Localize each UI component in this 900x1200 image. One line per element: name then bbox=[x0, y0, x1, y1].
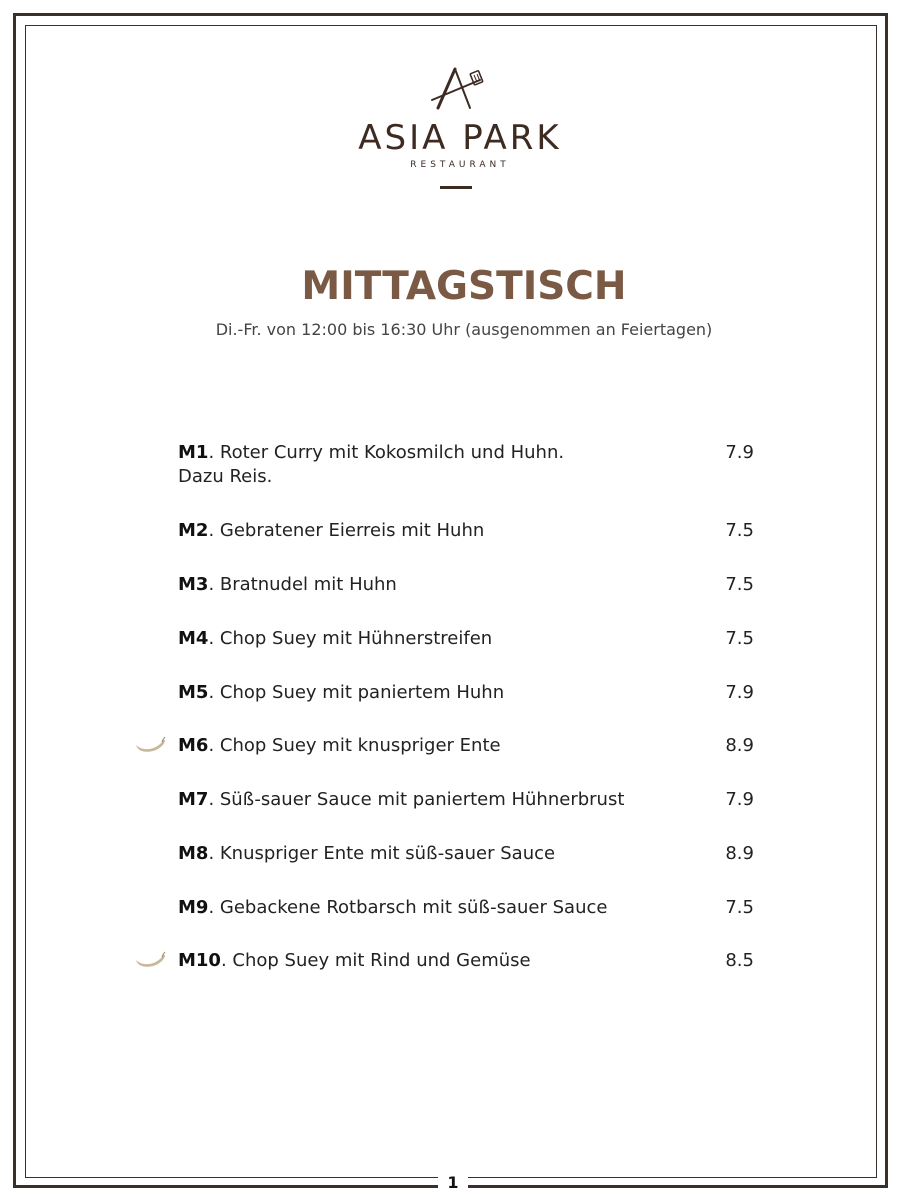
menu-item-m8 bbox=[0, 842, 900, 882]
menu-item-text bbox=[178, 441, 698, 489]
menu-item-code: M10 bbox=[178, 950, 221, 971]
menu-item-code: M8 bbox=[178, 843, 209, 864]
brand-name: ASIA PARK bbox=[358, 118, 562, 158]
menu-item-price: 7.9 bbox=[725, 789, 754, 810]
menu-item-name: . Süß-sauer Sauce mit paniertem Hühnerbrust bbox=[208, 789, 625, 810]
menu-item-name: . Knuspriger Ente mit süß-sauer Sauce bbox=[208, 843, 556, 864]
menu-item-name: . Gebackene Rotbarsch mit süß-sauer Sauce bbox=[208, 897, 608, 918]
menu-item-name: . Chop Suey mit Rind und Gemüse bbox=[220, 950, 531, 971]
page-title: MITTAGSTISCH bbox=[301, 264, 627, 309]
menu-item-price: 7.5 bbox=[725, 520, 754, 541]
menu-item-text bbox=[178, 788, 698, 812]
menu-item-code: M9 bbox=[178, 897, 209, 918]
letter-a-spatula-logo-icon bbox=[424, 66, 486, 112]
menu-item-text bbox=[178, 896, 698, 920]
menu-item-code: M2 bbox=[178, 520, 209, 541]
menu-item-text bbox=[178, 734, 698, 758]
menu-item-price: 8.9 bbox=[725, 735, 754, 756]
chili-icon bbox=[134, 951, 166, 969]
menu-item-name: . Bratnudel mit Huhn bbox=[208, 574, 397, 595]
brand-subtitle: RESTAURANT bbox=[410, 160, 510, 170]
menu-item-price: 7.5 bbox=[725, 574, 754, 595]
menu-item-m10 bbox=[0, 949, 900, 989]
menu-item-code: M6 bbox=[178, 735, 209, 756]
menu-item-text bbox=[178, 627, 698, 651]
menu-item-m6 bbox=[0, 734, 900, 774]
menu-item-text bbox=[178, 949, 698, 973]
menu-item-text bbox=[178, 573, 698, 597]
menu-item-text bbox=[178, 519, 698, 543]
menu-item-m5 bbox=[0, 681, 900, 721]
menu-item-price: 8.9 bbox=[725, 843, 754, 864]
menu-item-price: 7.9 bbox=[725, 442, 754, 463]
menu-item-code: M4 bbox=[178, 628, 209, 649]
menu-item-name: . Chop Suey mit knuspriger Ente bbox=[208, 735, 501, 756]
menu-item-name: . Chop Suey mit Hühnerstreifen bbox=[208, 628, 493, 649]
menu-item-code: M3 bbox=[178, 574, 209, 595]
menu-item-text bbox=[178, 842, 698, 866]
menu-item-m9 bbox=[0, 896, 900, 936]
menu-item-price: 7.5 bbox=[725, 628, 754, 649]
page-subtitle: Di.-Fr. von 12:00 bis 16:30 Uhr (ausgenommen an Feiertagen) bbox=[215, 320, 713, 339]
menu-item-name: . Roter Curry mit Kokosmilch und Huhn. bbox=[208, 442, 565, 463]
menu-item-m7 bbox=[0, 788, 900, 828]
menu-item-name-line2: Dazu Reis. bbox=[178, 466, 273, 487]
menu-item-m4 bbox=[0, 627, 900, 667]
menu-item-name: . Gebratener Eierreis mit Huhn bbox=[208, 520, 485, 541]
menu-item-price: 7.5 bbox=[725, 897, 754, 918]
menu-item-price: 7.9 bbox=[725, 682, 754, 703]
menu-item-code: M5 bbox=[178, 682, 209, 703]
menu-item-text bbox=[178, 681, 698, 705]
menu-item-code: M1 bbox=[178, 442, 209, 463]
menu-item-name: . Chop Suey mit paniertem Huhn bbox=[208, 682, 505, 703]
menu-item-m2 bbox=[0, 519, 900, 559]
menu-item-m1 bbox=[0, 441, 900, 487]
chili-icon bbox=[134, 736, 166, 754]
menu-item-m3 bbox=[0, 573, 900, 613]
page-number: 1 bbox=[438, 1170, 468, 1196]
brand-divider bbox=[440, 186, 472, 189]
menu-item-code: M7 bbox=[178, 789, 209, 810]
menu-item-price: 8.5 bbox=[725, 950, 754, 971]
